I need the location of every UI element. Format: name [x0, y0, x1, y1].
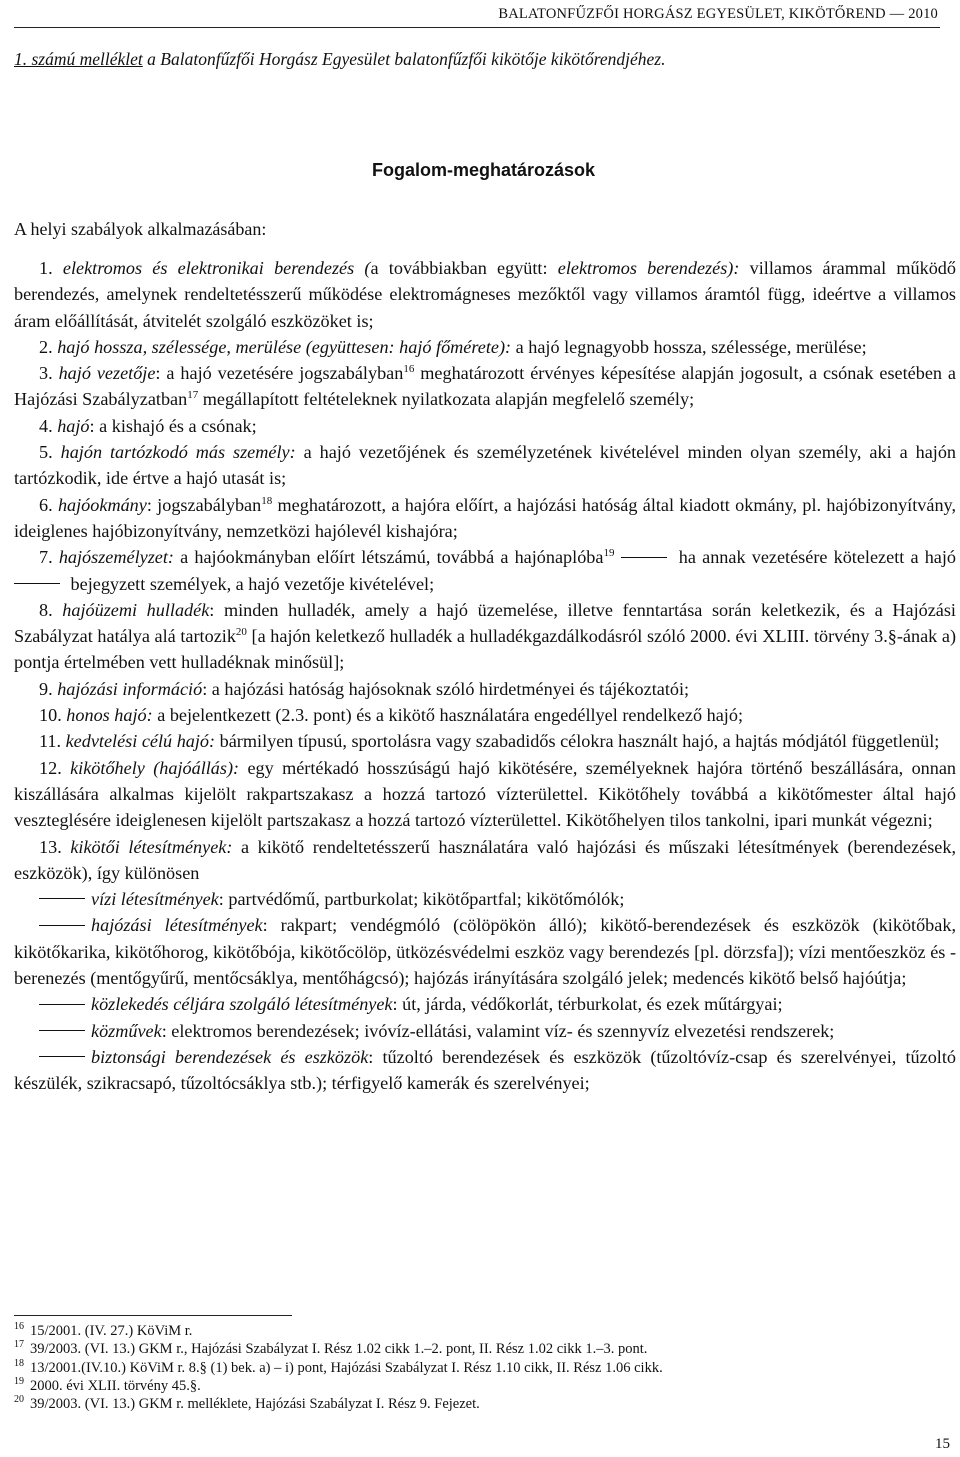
- em-dash: [621, 557, 667, 558]
- footnote-ref: 20: [235, 626, 247, 639]
- footnote: $^{19}$ 2000. évi XLII. törvény 45.§.: [14, 1376, 201, 1394]
- definition-item: 3. hajó vezetője: a hajó vezetésére jogszabályban$^{16}$ meghatározott érvényes képesítése alapján jogosult, a csónak esetében a Hajózási Szabályzatban$^{17}$ megállapított feltételeknek nyilatkozata alapján megfelelő személy;: [14, 363, 957, 410]
- em-dash: [39, 1056, 85, 1057]
- em-dash: [14, 583, 60, 584]
- em-dash: [39, 898, 85, 899]
- sub-item: hajózási létesítmények: rakpart; vendégmóló (cölöpökön álló); kikötő-berendezések és eszközök (kikötőbak, kikötőkarika, kikötőhorog, kikötőbója, kikötőcölöp, ütközésvédelmi eszköz vagy berendezés [pl. dörzsfa]); vízi mentőeszköz és -berenezés (mentőgyűrű, mentőcsáklya, mentőhágcsó); hajózás irányítására szolgáló jelek; medencés kikötő belső hajóútja;: [14, 915, 956, 989]
- footnote: $^{20}$ 39/2003. (VI. 13.) GKM r. melléklete, Hajózási Szabályzat I. Rész 9. Fejezet.: [14, 1394, 480, 1413]
- definition-item: 2. hajó hossza, szélessége, merülése (együttesen: hajó főmérete): a hajó legnagyobb hossza, szélessége, merülése;: [39, 336, 867, 357]
- footnote-ref: 17: [187, 389, 199, 402]
- page-title: Fogalom-meghatározások: [372, 160, 596, 180]
- footnote-ref: 19: [603, 547, 615, 560]
- sub-item: biztonsági berendezések és eszközök: tűzoltó berendezések és eszközök (tűzoltóvíz-csap és szerelvényei, tűzoltó készülék, szikracsapó, tűzoltócsáklya stb.); térfigyelő kamerák és szerelvényei;: [14, 1046, 956, 1094]
- definition-item: 12. kikötőhely (hajóállás): egy mértékadó hosszúságú hajó kikötésére, személyeknek hajóra történő beszállására, onnan kiszállására alkalmas kijelölt rakpartszakasz a hozzá tartozó vízterülettel. Kikötőhely továbbá a kikötőmester által hajó veszteglésére ideiglenesen kijelölt partszakasz a hozzá tartozó vízterülettel. Kikötőhelyen tilos tankolni, ipari munkát végezni;: [14, 757, 957, 831]
- intro-text: A helyi szabályok alkalmazásában:: [14, 219, 267, 239]
- definition-item: 11. kedvtelési célú hajó: bármilyen típusú, sportolásra vagy szabadidős célokra használt hajó, a hajtás módjától függetlenül;: [39, 731, 940, 752]
- definition-item: 4. hajó: a kishajó és a csónak;: [39, 415, 257, 436]
- header-rule: [14, 27, 940, 28]
- footnote: $^{16}$ 15/2001. (IV. 27.) KöViM r.: [14, 1321, 193, 1339]
- page-number: 15: [935, 1436, 950, 1452]
- definition-item: 7. hajószemélyzet: a hajóokmányban előírt létszámú, továbbá a hajónaplóba$^{19}$ ha annak vezetésére kötelezett a hajó bejegyzett személyek, a hajó vezetője kivételével;: [14, 544, 956, 597]
- definition-item: 9. hajózási információ: a hajózási hatóság hajósoknak szóló hirdetményei és tájékoztatói;: [39, 678, 690, 699]
- em-dash: [39, 925, 85, 926]
- definition-item: 6. hajóokmány: jogszabályban$^{18}$ meghatározott, a hajóra előírt, a hajózási hatóság által kiadott okmány, pl. hajóbizonyítvány, ideiglenes hajóbizonyítvány, nemzetközi hajólevél kishajóra;: [14, 494, 957, 541]
- footnote: $^{18}$ 13/2001.(IV.10.) KöViM r. 8.§ (1) bek. a) – i) pont, Hajózási Szabályzat I. Rész 1.10 cikk, II. Rész 1.06 cikk.: [14, 1357, 663, 1376]
- sub-item: közlekedés céljára szolgáló létesítmények: út, járda, védőkorlát, térburkolat, és ezek műtárgyai;: [14, 991, 956, 1017]
- sub-item: vízi létesítmények: partvédőmű, partburkolat; kikötőpartfal; kikötőmólók;: [14, 886, 956, 912]
- footnote-ref: 16: [403, 363, 415, 376]
- footnote: $^{17}$ 39/2003. (VI. 13.) GKM r., Hajózási Szabályzat I. Rész 1.02 cikk 1.–2. pont, II. Rész 1.02 cikk 1.–3. pont.: [14, 1339, 648, 1358]
- definition-item: 1. elektromos és elektronikai berendezés (a továbbiakban együtt: elektromos berendezés): villamos árammal működő berendezés, amelynek rendeltetésszerű működése elektromágneses mezőktől vagy villamos áramtól függ, ideértve a villamos áram előállítását, átvitelét szolgáló eszközöket is;: [14, 258, 956, 331]
- definitions-body: [14, 255, 956, 1097]
- em-dash: [39, 1004, 85, 1005]
- annex-rest: a Balatonfűzfői Horgász Egyesület balatonfűzfői kikötője kikötőrendjéhez.: [142, 49, 666, 69]
- em-dash: [39, 1030, 85, 1031]
- definition-item: 10. honos hajó: a bejelentkezett (2.3. pont) és a kikötő használatára engedéllyel rendelkező hajó;: [39, 705, 744, 726]
- footnote-rule: [14, 1315, 292, 1316]
- definition-item: 13. kikötői létesítmények: a kikötő rendeltetésszerű használatára való hajózási és műszaki létesítmények (berendezések, eszközök), így különösen: [14, 836, 957, 883]
- footnote-ref: 18: [261, 494, 273, 507]
- annex-heading: [14, 49, 665, 70]
- definition-item: 5. hajón tartózkodó más személy: a hajó vezetőjének és személyzetének kivételével minden olyan személy, aki a hajón tartózkodik, ide értve a hajó utasát is;: [14, 442, 957, 489]
- annex-link[interactable]: 1. számú melléklet: [14, 49, 143, 69]
- sub-item: közművek: elektromos berendezések; ivóvíz-ellátási, valamint víz- és szennyvíz elvezetési rendszerek;: [14, 1018, 956, 1044]
- footnotes: [14, 1322, 663, 1413]
- running-header: BALATONFŰZFŐI HORGÁSZ EGYESÜLET, KIKÖTŐREND — 2010: [498, 6, 938, 22]
- definition-item: 8. hajóüzemi hulladék: minden hulladék, amely a hajó üzemelése, illetve fenntartása során keletkezik, és a Hajózási Szabályzat hatálya alá tartozik$^{20}$ [a hajón keletkező hulladék a hulladékgazdálkodásról szóló 2000. évi XLIII. törvény 3.§-ának a) pontja értelmében vett hulladéknak minősül];: [14, 599, 957, 673]
